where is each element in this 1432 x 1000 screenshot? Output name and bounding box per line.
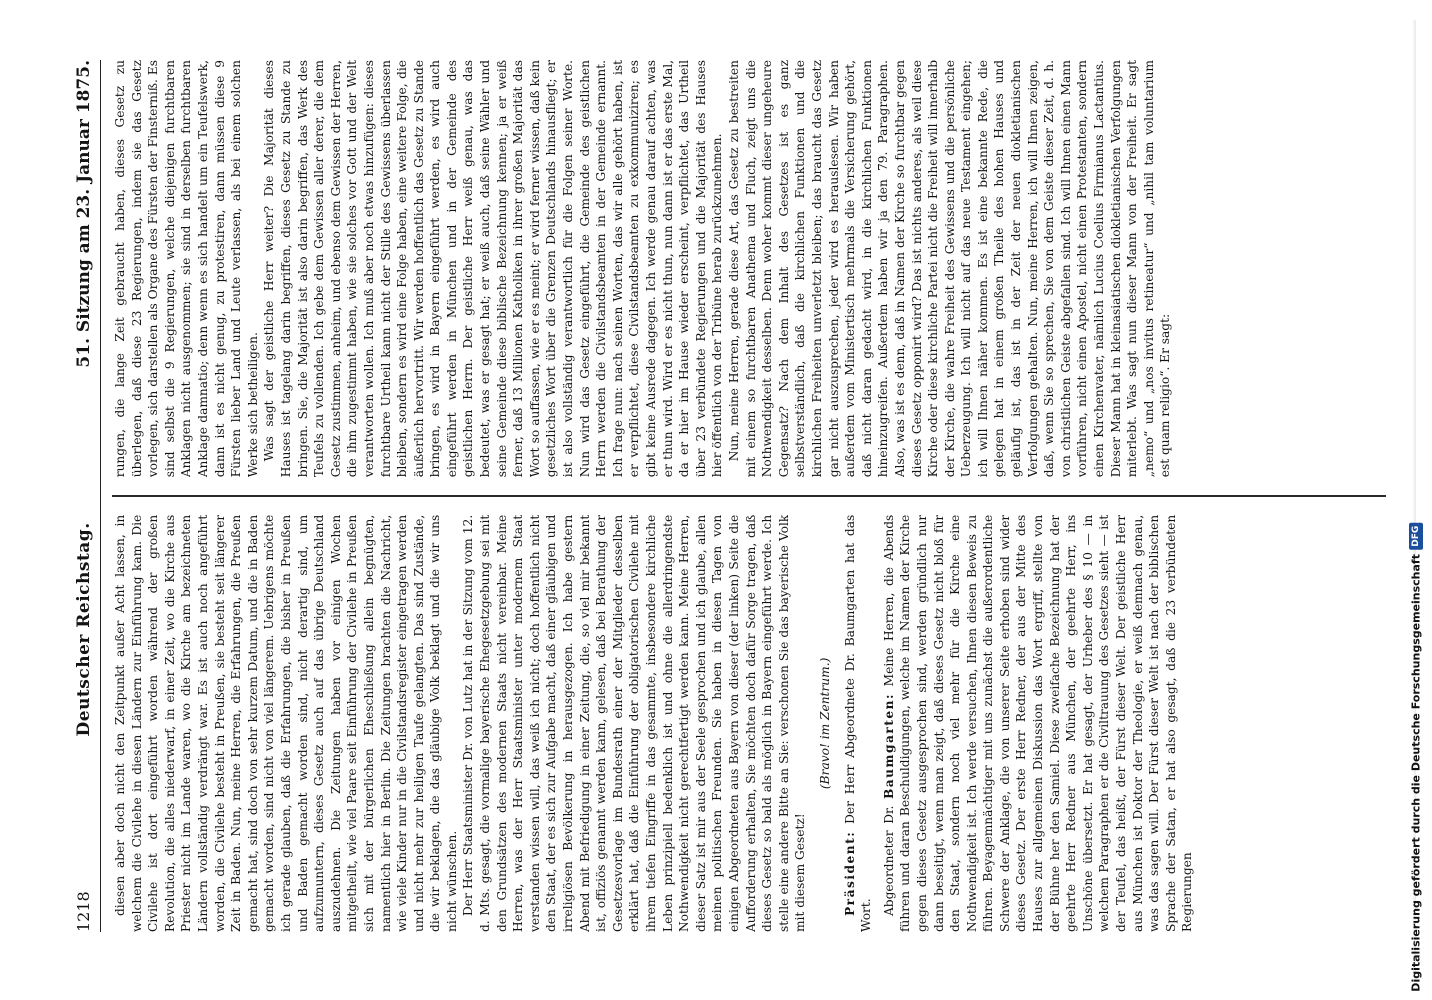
publication-title: Deutscher Reichstag.: [74, 522, 94, 737]
applause-note: (Bravo! im Zentrum.): [817, 657, 832, 790]
right-paragraph-1: rungen, die lange Zeit gebraucht haben, dieses Gesetz zu überlegen, daß diese 23 Regierungen, indem sie das Gesetz vorlegen, sich darstellen als Organe des Fürsten der Finsterniß. Es sind selbst die 9 Regierungen, welche diejenigen furchtbaren Anklagen nicht ausgenommen; sie sind in derselben furchtbaren Anklage damnatio; denn wenn es sich handelt um ein Teufelswerk, dann ist es nicht genug, zu protestiren, dann müssen diese 9 Fürsten lieber Land und Leute verlassen, als bei einem solchen Werke sich betheiligen.: [113, 60, 260, 478]
president-label: Präsident:: [842, 830, 857, 916]
speech-text: Meine Herren, die Abends führen und daran Beschuldigungen, welche im Namen der Kirche gegen dieses Gesetz ausgesprochen sind, werden gründlich nur dann beseitigt, wenn man zeigt, daß dieses Gesetz nicht bloß für den Staat, sondern noch viel mehr für die Kirche eine Nothwendigkeit ist. Ich werde versuchen, Ihnen diesen Beweis zu führen. Beyagemnächtiger mit uns zunächst die außerordentliche Schwere der Anklage, die von unserer Seite erhoben sind wider dieses Gesetz. Der erste Herr Redner, der aus der Mitte des Hauses zur allgemeinen Diskussion das Wort ergriff, stellte von der Bühne her den Samiel. Diese zweifache Bezeichnung hat der geehrte Herr Redner aus München, der geehrte Herr, ins Unschöne übersetzt. Er hat gesagt, der Urheber des § 10 — in welchem Paragraphen er die Civiltrauung des Gesetzes sieht — ist der Teufel, das heißt, der Fürst dieser Welt. Der geistliche Herr aus München ist Doktor der Theologie, er weiß demnach genau, was das sagen will. Der Fürst dieser Welt ist nach der biblischen Sprache der Satan, er hat also gesagt, daß die 23 verbündeten Regierungen: [881, 514, 1195, 932]
column-divider: [112, 495, 1386, 497]
right-paragraph-2: Was sagt der geistliche Herr weiter? Die Majorität dieses Hauses ist tagelang darin begriffen, dieses Gesetz zu Stande zu bringen. Sie, die Majorität ist also darin begriffen, das Werk des Teufels zu vollenden. Ich gebe dem Gewissen aller derer, die dem Gesetz zustimmen, anheim, und ebenso dem Gewissen der Herren, die ihm zugestimmt haben, wie sie solches vor Gott und der Welt verantworten wollen. Ich muß aber noch etwas hinzufügen: dieses furchtbare Urtheil kann nicht der Stille des Gewissens überlassen bleiben, sondern es wird eine Folge haben, eine weitere Folge, die äußerlich hervortritt. Wir werden hoffentlich das Gesetz zu Stande bringen, es wird in Bayern eingeführt werden, es wird auch eingeführt werden in München und in der Gemeinde des geistlichen Herrn. Der geistliche Herr weiß genau, was das bedeutet, was er gesagt hat; er weiß auch, daß seine Wähler und seine Gemeinde diese biblische Bezeichnung kennen; ja er weiß ferner, daß 13 Millionen Katholiken in ihrer großen Majorität das Wort so auffassen, wie er es meint; er wird ferner wissen, daß kein gesetzliches Wort über die Grenzen Deutschlands hinausfliegt; er ist also vollständig verantwortlich für die Folgen seiner Worte. Nun wird das Gesetz eingeführt, die Gemeinde des geistlichen Herrn werden die Civilstandsbeamten in der Gemeinde ernannt. Ich frage nun: nach seinen Worten, das wir alle gehört haben, ist er verpflichtet, diese Civilstandsbeamten zu exkommuniziren; es gibt keine Ausrede dagegen. Ich werde genau darauf achten, was er thun wird. Wird er es nicht thun, nun dann ist er das erste Mal, da er hier im Hause wieder erscheint, verpflichtet, das Urtheil über 23 verbündete Regierungen und die Majorität des Hauses hier öffentlich von der Tribüne herab zurückzunehmen.: [262, 60, 725, 478]
session-title: 51. Sitzung am 23. Januar 1875.: [74, 60, 94, 368]
right-paragraph-3: Nun, meine Herren, gerade diese Art, das Gesetz zu bestreiten mit einem so furchtbaren Anathema und Fluch, zeigt uns die Nothwendigkeit desselben. Denn woher kommt dieser ungeheure Gegensatz? Nach dem Inhalt des Gesetzes ist es ganz selbstverständlich, daß die kirchlichen Funktionen und die kirchlichen Freiheiten unverletzt bleiben; das braucht das Gesetz gar nicht auszusprechen, jeder wird es herauslesen. Wir haben außerdem vom Ministertisch mehrmals die Versicherung gehört, daß nicht daran gedacht wird, in die kirchlichen Funktionen hineinzugreifen. Außerdem haben wir ja den 79. Paragraphen. Also, was ist es denn, daß in Namen der Kirche so furchtbar gegen dieses Gesetz opponirt wird? Das ist nichts anderes, als weil diese Kirche oder diese kirchliche Partei nicht die Freiheit will innerhalb der Kirche, die wahre Freiheit des Gewissens und die persönliche Ueberzeugung. Ich will nicht auf das neue Testament eingehen; ich will Ihnen näher kommen. Es ist eine bekannte Rede, die gelegen hat in einem großen Theile des hohen Hauses und geläufig ist, das ist in der Zeit der neuen diokletianischen Verfolgungen gehalten. Nun, meine Herren, ich will Ihnen zeigen, daß, wenn Sie so sprechen, Sie von dem Geiste dieser Zeit, d. h. von christlichen Geiste abgefallen sind. Ich will Ihnen einen Mann vorführen, nicht einen Apostel, nicht einen Protestanten, sondern einen Kirchenvater, nämlich Lucius Coelius Firmianus Lactantius. Dieser Mann hat in kleinasiatischen diokletianischen Verfolgungen miterlebt. Was sagt nun dieser Mann von der Freiheit. Er sagt „nemo“ und „nos invitus retineatur“ und „nihil tam voluntarium est quam religio“. Er sagt:: [726, 60, 1173, 478]
left-paragraph-2: Der Herr Staatsminister Dr. von Lutz hat in der Sitzung vom 12. d. Mts. gesagt, die vormalige bayerische Ehegesetzgebung sei mit den Grundsätzen des modernen Staats nicht vereinbar. Meine Herren, was der Herr Staatsminister unter modernem Staat verstanden wissen will, das weiß ich nicht; doch hoffentlich nicht den Staat, der es sich zur Aufgabe macht, daß einer gläubigen und irreligiösen Bevölkerung in herausgezogen. Ich habe gestern Abend mit Befriedigung in einer Zeitung, die, so viel mir bekannt ist, offiziös genannt werden kann, gelesen, daß bei Berathung der Gesetzesvorlage im Bundesrath einer der Mitglieder desselben erklärt hat, daß die Einführung der obligatorischen Civilehe mit ihrem tiefen Eingriffe in das gesammte, insbesondere kirchliche Leben prinzipiell bedenklich ist und ohne die allerdringendste Nothwendigkeit nicht gerechtfertigt werden kann. Meine Herren, dieser Satz ist mir aus der Seele gesprochen und ich glaube, allen meinen politischen Freunden. Sie haben in diesen Tagen von einigen Abgeordneten aus Bayern von dieser (der linken) Seite die Aufforderung erhalten, Sie möchten doch dafür Sorge tragen, daß dieses Gesetz so bald als möglich in Bayern eingeführt werde. Ich stelle eine andere Bitte an Sie: verschonen Sie das bayerische Volk mit diesem Gesetz!: [461, 514, 808, 932]
page-number: 1218: [74, 891, 93, 932]
rotated-page: [16, 20, 1416, 980]
digitization-credit: [1406, 8, 1426, 992]
speech-baumgarten: [881, 515, 1196, 932]
running-head: [74, 60, 101, 932]
left-paragraph-1: diesen aber doch nicht den Zeitpunkt außer Acht lassen, in welchem die Civilehe in diesen Ländern zur Einführung kam. Die Civilehe ist dort eingeführt worden während der großen Revolution, die alles niederwarf, in einer Zeit, wo die Kirche aus Priester nicht im Lande waren, wo die Kirche am bezeichneten Ländern vollständig verdrängt war. Es ist auch noch angeführt worden, die Civilehe besteht in Preußen, sie besteht seit längerer Zeit in Baden. Nun, meine Herren, die Erfahrungen, die Preußen gemacht hat, sind doch von sehr kurzem Datum, und die in Baden gemacht worden, sind nicht von viel längerem. Uebrigens möchte ich gerade glauben, daß die Erfahrungen, die bisher in Preußen und Baden gemacht worden sind, nicht derartig sind, um aufzumuntern, dieses Gesetz auch auf das übrige Deutschland auszudehnen. Die Zeitungen haben vor einigen Wochen mitgetheilt, wie viel Paare seit Einführung der Civilehe in Preußen sich mit der bürgerlichen Eheschließung allein begnügten, namentlich hier in Berlin. Die Zeitungen brachten die Nachricht, wie viele Kinder nur in die Civilstandsregister eingetragen werden und nicht mehr zur heiligen Taufe gelangten. Das sind Zustände, die wir beklagen, die das gläubige Volk beklagt und die wir uns nicht wünschen.: [113, 514, 459, 932]
president-text: Der Herr Abgeordnete Dr. Baumgarten hat das Wort.: [842, 514, 874, 932]
left-column: [112, 515, 1386, 932]
credit-text: Digitalisierung gefördert durch die Deutsche Forschungsgemeinschaft: [1409, 554, 1423, 992]
speaker-intro: Abgeordneter Dr.: [881, 805, 896, 916]
dfg-logo: DFG: [1409, 523, 1423, 550]
speaker-name: Baumgarten:: [881, 692, 896, 800]
right-column: [112, 60, 1386, 477]
text-columns: [112, 60, 1386, 932]
president-statement: [842, 515, 875, 932]
